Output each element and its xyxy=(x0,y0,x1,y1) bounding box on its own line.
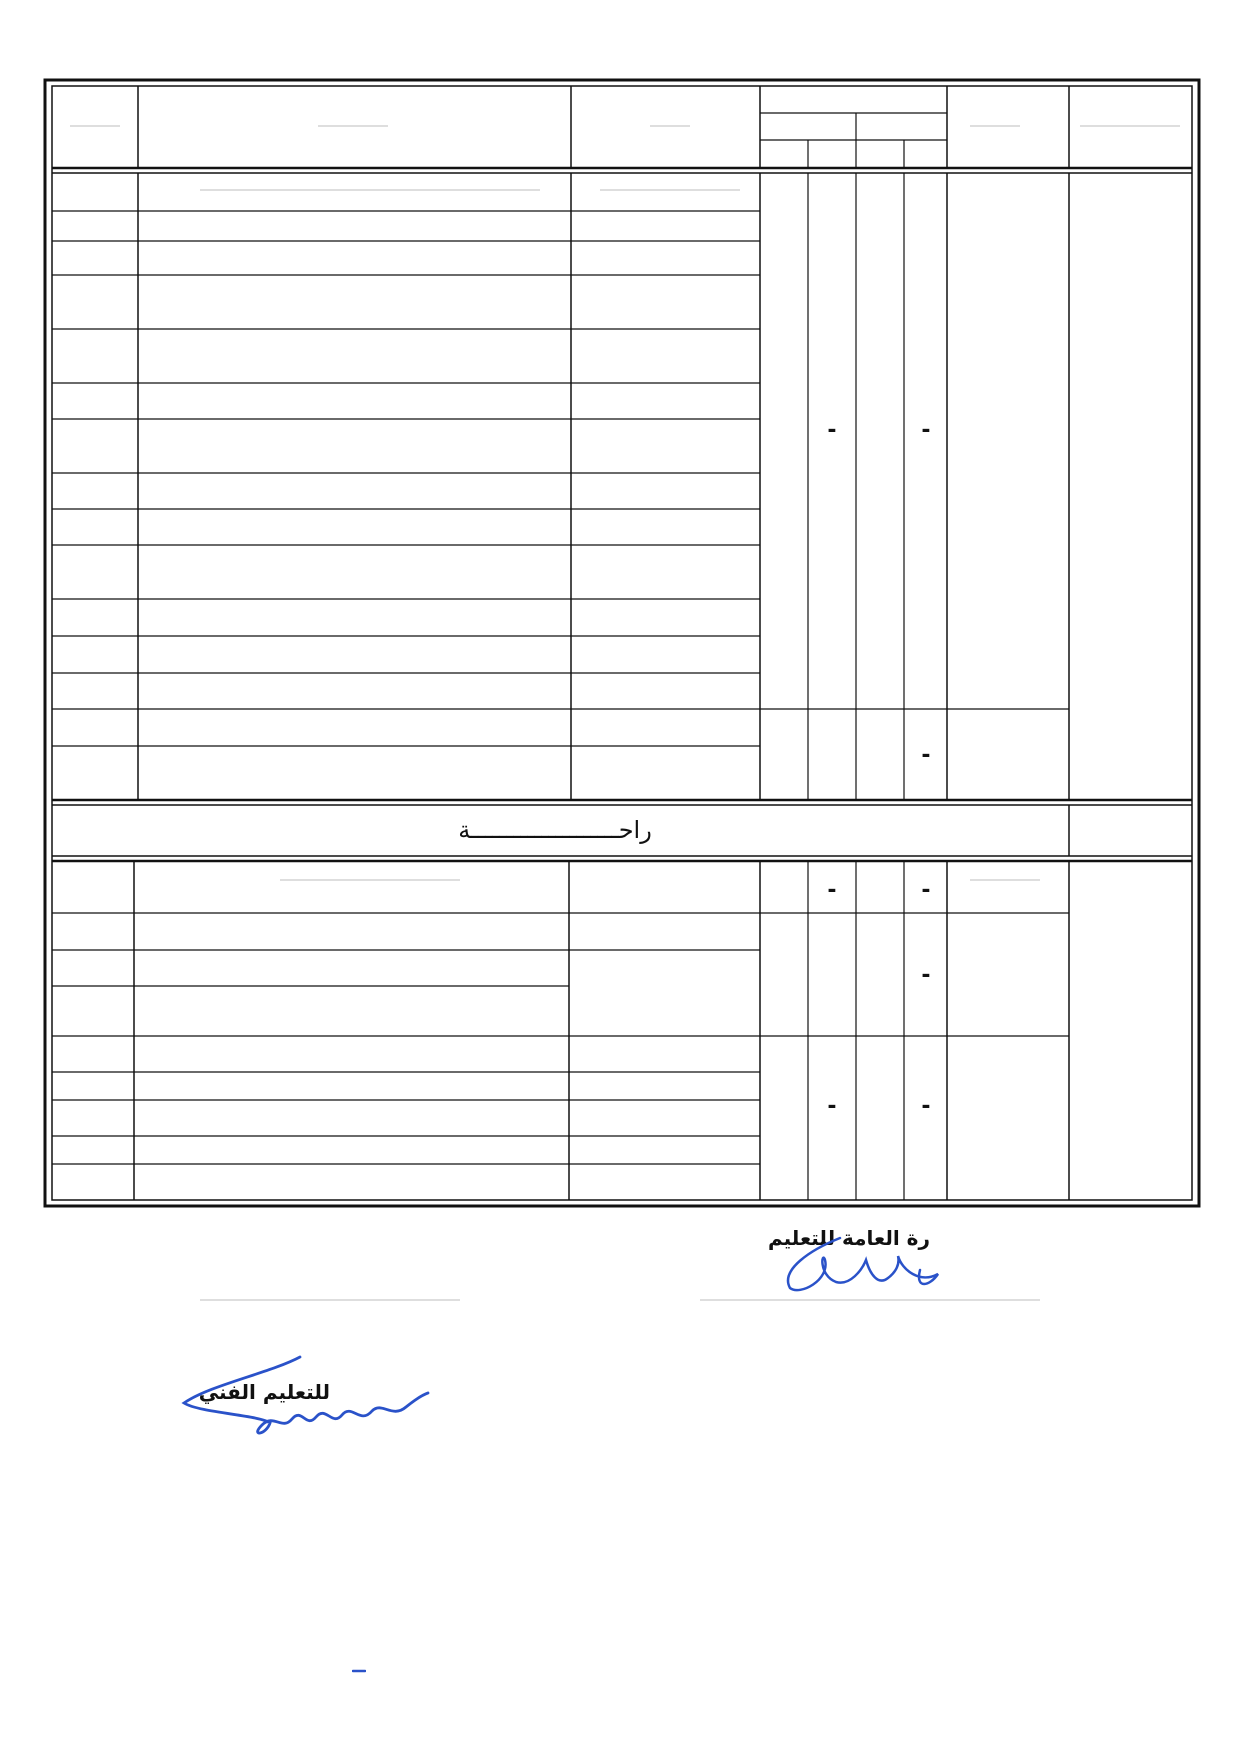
handwritten-signature-right xyxy=(770,1230,950,1300)
dash-mark: - xyxy=(921,743,931,768)
dash-mark: - xyxy=(827,1094,837,1119)
dash-mark: - xyxy=(921,1094,931,1119)
dash-mark: - xyxy=(827,878,837,903)
signature-label-right: رة العامة للتعليم xyxy=(767,1226,930,1250)
dash-mark: - xyxy=(921,418,931,443)
handwritten-signature-left xyxy=(170,1355,440,1445)
dash-mark: - xyxy=(921,878,931,903)
ink-dot xyxy=(352,1668,366,1674)
signature-label-left: للتعليم الفني xyxy=(198,1380,330,1404)
break-row-label: راحـــــــــــــــــــــة xyxy=(458,816,652,844)
dash-mark: - xyxy=(827,418,837,443)
dash-mark: - xyxy=(921,963,931,988)
